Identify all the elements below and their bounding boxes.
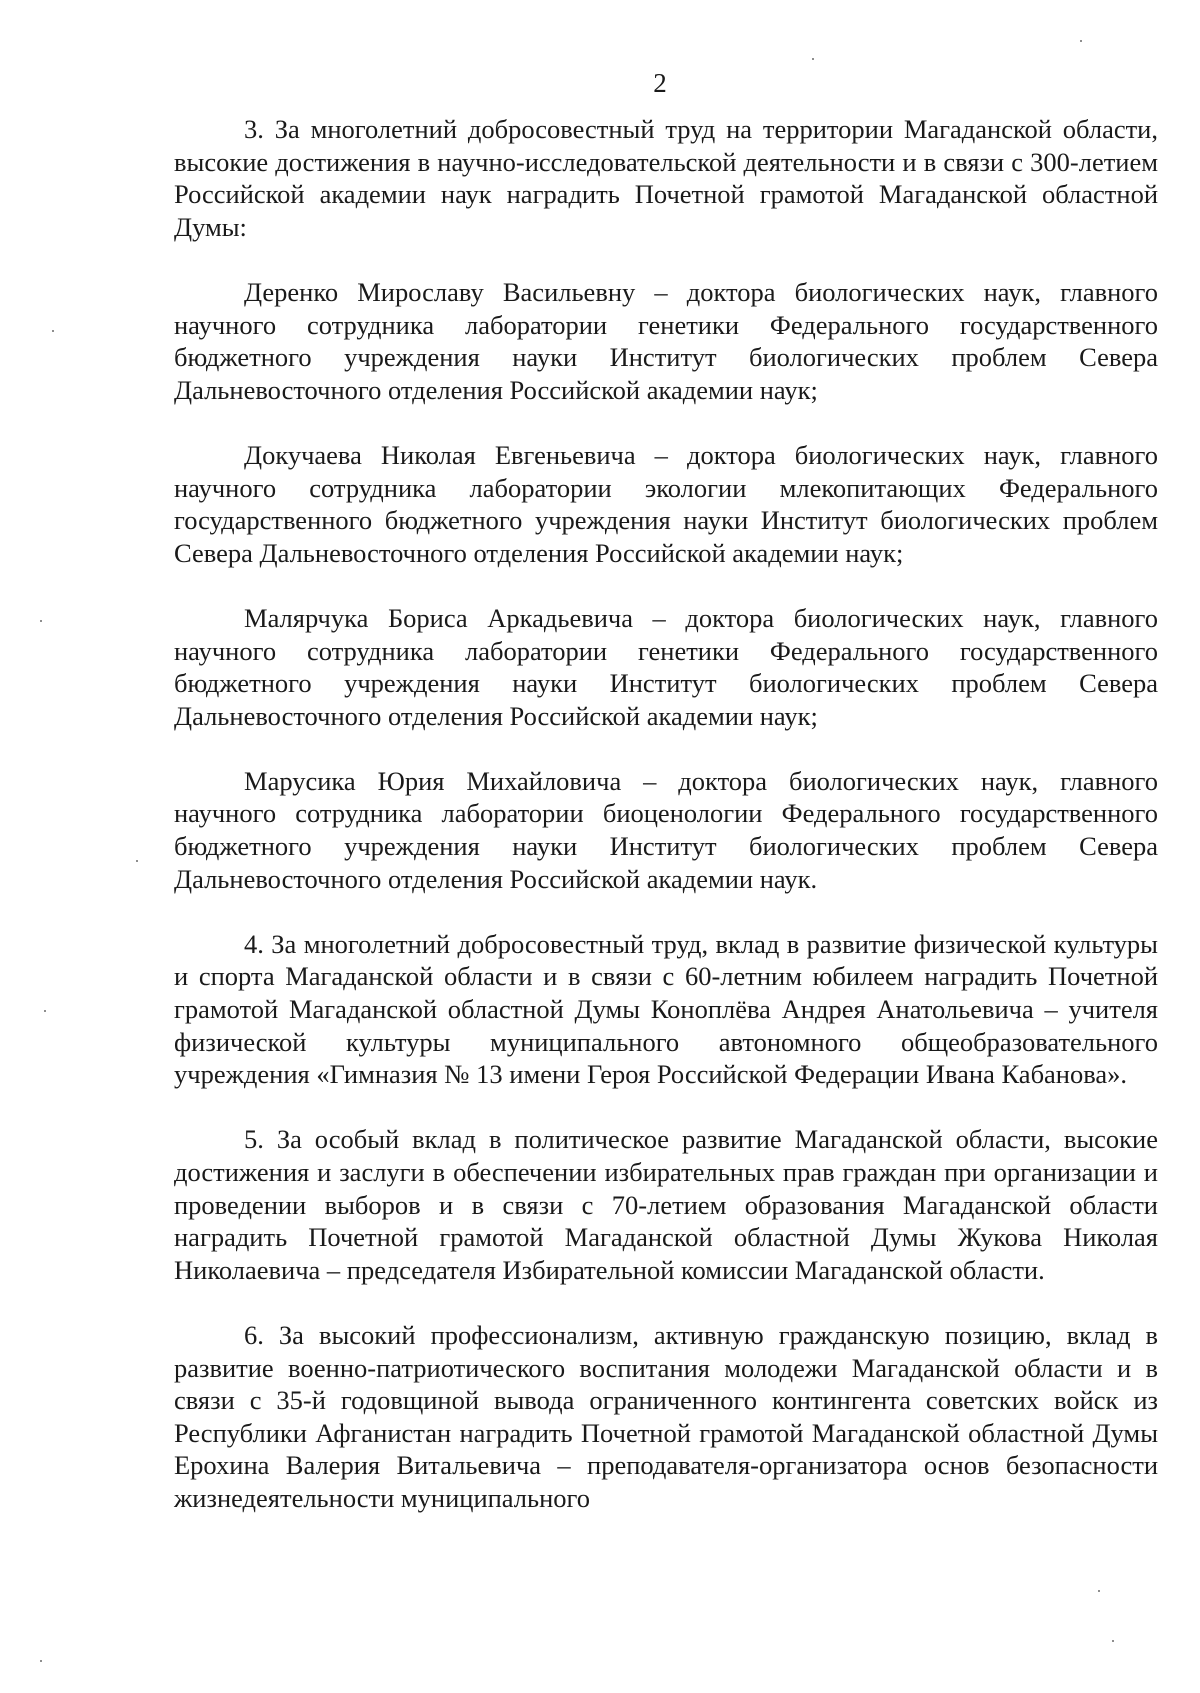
scan-speck [1112,1640,1114,1642]
paragraph-item-4: 4. За многолетний добросовестный труд, вклад в развитие физической культуры и спорта Магаданской области и в связи с 60-летним юбилеем наградить Почетной грамотой Магаданской областной Думы Коноплёва Андрея Анатольевича – учителя физической культуры муниципального автономного общеобразовательного учреждения «Гимназия № 13 имени Героя Российской Федерации Ивана Кабанова». [174,928,1158,1090]
scan-speck [40,1660,42,1662]
scan-speck [812,58,814,60]
document-body [174,113,1158,1515]
scan-speck [1098,1590,1100,1592]
scan-speck [52,330,54,332]
scan-speck [40,620,42,622]
scan-speck [1080,40,1082,42]
paragraph-item-3: 3. За многолетний добросовестный труд на территории Магаданской области, высокие достижения в научно-исследовательской деятельности и в связи с 300-летием Российской академии наук наградить Почетной грамотой Магаданской областной Думы: [174,114,1158,242]
paragraph-awardee-dokuchaev: Докучаева Николая Евгеньевича – доктора биологических наук, главного научного сотрудника лаборатории экологии млекопитающих Федерального государственного бюджетного учреждения науки Институт биологических проблем Севера Дальневосточного отделения Российской академии наук; [174,439,1158,568]
paragraph-item-5: 5. За особый вклад в политическое развитие Магаданской области, высокие достижения и заслуги в обеспечении избирательных прав граждан при организации и проведении выборов и в связи с 70-летием образования Магаданской области наградить Почетной грамотой Магаданской областной Думы Жукова Николая Николаевича – председателя Избирательной комиссии Магаданской области. [174,1124,1158,1285]
scan-speck [44,1010,46,1012]
page-number: 2 [653,68,667,98]
paragraph-awardee-malyarchuk: Малярчука Бориса Аркадьевича – доктора биологических наук, главного научного сотрудника лаборатории генетики Федерального государственного бюджетного учреждения науки Институт биологических проблем Севера Дальневосточного отделения Российской академии наук; [174,602,1158,731]
scan-speck [136,860,138,862]
paragraph-item-6: 6. За высокий профессионализм, активную гражданскую позицию, вклад в развитие военно-патриотического воспитания молодежи Магаданской области и в связи с 35-й годовщиной вывода ограниченного контингента советских войск из Республики Афганистан наградить Почетной грамотой Магаданской областной Думы Ерохина Валерия Витальевича – преподавателя-организатора основ безопасности жизнедеятельности муниципального [174,1319,1158,1513]
paragraph-awardee-derenko: Деренко Мирославу Васильевну – доктора биологических наук, главного научного сотрудника лаборатории генетики Федерального государственного бюджетного учреждения науки Институт биологических проблем Севера Дальневосточного отделения Российской академии наук; [174,276,1158,405]
paragraph-awardee-marusik: Марусика Юрия Михайловича – доктора биологических наук, главного научного сотрудника лаборатории биоценологии Федерального государственного бюджетного учреждения науки Институт биологических проблем Севера Дальневосточного отделения Российской академии наук. [174,765,1158,894]
